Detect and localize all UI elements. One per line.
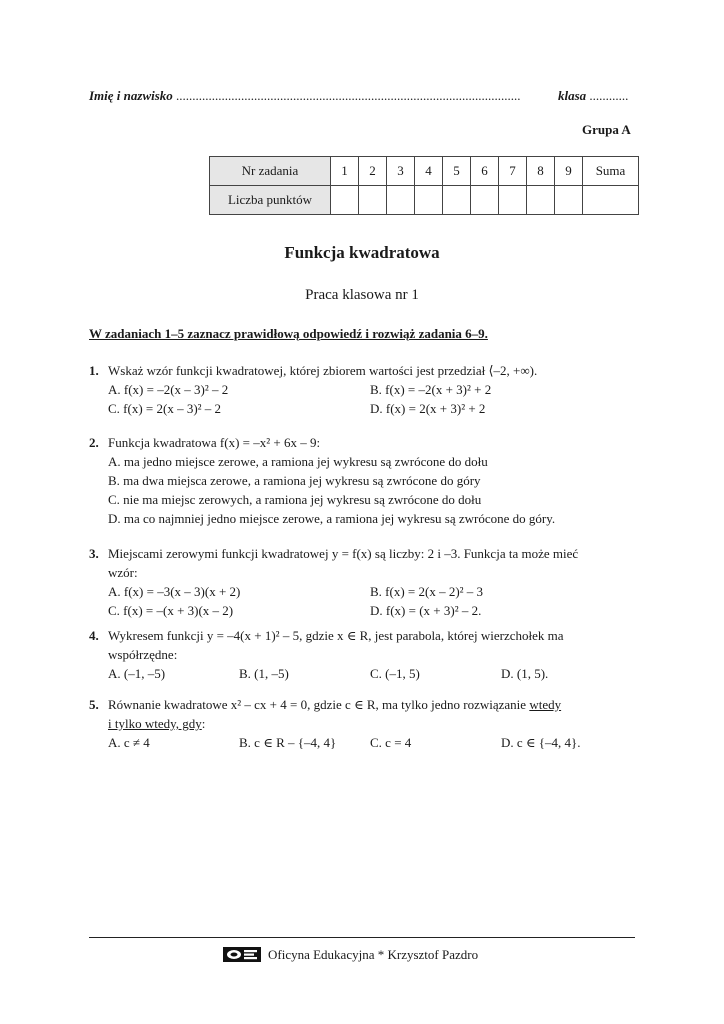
option-a[interactable]: A. ma jedno miejsce zerowe, a ramiona jej wykresu są zwrócone do dołu (108, 454, 488, 469)
option-c[interactable]: C. (–1, 5) (370, 666, 420, 681)
sum-cell[interactable] (583, 186, 639, 215)
footer (222, 946, 478, 963)
option-c[interactable]: C. nie ma miejsc zerowych, a ramiona jej wykresu są zwrócone do dołu (108, 492, 482, 507)
task-text-cont: współrzędne: (108, 647, 178, 662)
task-number-cell: 2 (359, 157, 387, 186)
underlined-text: wtedy (529, 697, 562, 712)
class-field[interactable] (558, 88, 628, 104)
task-text (108, 695, 639, 714)
option-d[interactable]: D. f(x) = 2(x + 3)² + 2 (370, 401, 486, 416)
option-d[interactable]: D. c ∈ {–4, 4}. (501, 735, 581, 750)
option-b[interactable]: B. (1, –5) (239, 666, 289, 681)
task-text-end: : (201, 716, 206, 731)
option-d[interactable]: D. ma co najmniej jedno miejsce zerowe, a ramiona jej wykresu są zwrócone do góry. (108, 511, 556, 526)
task-number: 2. (89, 435, 99, 450)
task-number: 5. (89, 697, 99, 712)
points-cell[interactable] (499, 186, 527, 215)
option-b[interactable]: B. f(x) = –2(x + 3)² + 2 (370, 382, 492, 397)
points-cell[interactable] (555, 186, 583, 215)
points-cell[interactable] (443, 186, 471, 215)
option-b[interactable]: B. ma dwa miejsca zerowe, a ramiona jej wykresu są zwrócone do góry (108, 473, 481, 488)
option-a[interactable]: A. c ≠ 4 (108, 735, 150, 750)
name-dots: .......................................................................................................... (176, 88, 521, 103)
name-label: Imię i nazwisko (89, 88, 173, 103)
option-c[interactable]: C. f(x) = –(x + 3)(x – 2) (108, 603, 234, 618)
page-subtitle: Praca klasowa nr 1 (305, 287, 419, 303)
sum-label: Suma (583, 157, 639, 186)
row1-label: Nr zadania (210, 157, 331, 186)
table-row (210, 186, 639, 215)
option-b[interactable]: B. c ∈ R – {–4, 4} (239, 735, 337, 750)
group-label: Grupa A (582, 122, 631, 137)
underlined-text: i tylko wtedy, gdy (108, 716, 202, 731)
option-a[interactable]: A. f(x) = –3(x – 3)(x + 2) (108, 584, 241, 599)
task-text-part: Równanie kwadratowe x² – cx + 4 = 0, gdzie c ∈ R, ma tylko jedno rozwiązanie (108, 697, 530, 712)
task-number-cell: 1 (331, 157, 359, 186)
task-number: 3. (89, 546, 99, 561)
option-c[interactable]: C. c = 4 (370, 735, 412, 750)
class-label: klasa (558, 88, 587, 103)
task-number-cell: 9 (555, 157, 583, 186)
task-3 (89, 544, 639, 620)
points-cell[interactable] (527, 186, 555, 215)
option-b[interactable]: B. f(x) = 2(x – 2)² – 3 (370, 584, 484, 599)
task-text-cont (108, 714, 639, 733)
option-c[interactable]: C. f(x) = 2(x – 3)² – 2 (108, 401, 222, 416)
task-number-cell: 7 (499, 157, 527, 186)
footer-divider (89, 937, 635, 938)
table-row (210, 157, 639, 186)
task-5 (89, 695, 639, 752)
option-a[interactable]: A. f(x) = –2(x – 3)² – 2 (108, 382, 229, 397)
points-cell[interactable] (387, 186, 415, 215)
points-table (209, 156, 639, 215)
option-d[interactable]: D. (1, 5). (501, 666, 549, 681)
row2-label: Liczba punktów (210, 186, 331, 215)
points-cell[interactable] (359, 186, 387, 215)
task-1 (89, 361, 639, 418)
option-a[interactable]: A. (–1, –5) (108, 666, 166, 681)
name-field[interactable] (89, 88, 521, 104)
page-title: Funkcja kwadratowa (284, 243, 440, 262)
task-text: Wykresem funkcji y = –4(x + 1)² – 5, gdzie x ∈ R, jest parabola, której wierzchołek ma (108, 628, 564, 643)
points-cell[interactable] (415, 186, 443, 215)
task-4 (89, 626, 639, 683)
task-number-cell: 5 (443, 157, 471, 186)
task-text: Miejscami zerowymi funkcji kwadratowej y = f(x) są liczby: 2 i –3. Funkcja ta może mieć (108, 546, 579, 561)
option-d[interactable]: D. f(x) = (x + 3)² – 2. (370, 603, 482, 618)
points-cell[interactable] (331, 186, 359, 215)
points-cell[interactable] (471, 186, 499, 215)
instruction: W zadaniach 1–5 zaznacz prawidłową odpowiedź i rozwiąż zadania 6–9. (89, 326, 488, 341)
task-number-cell: 6 (471, 157, 499, 186)
task-number-cell: 8 (527, 157, 555, 186)
task-text-cont: wzór: (108, 565, 138, 580)
task-text: Funkcja kwadratowa f(x) = –x² + 6x – 9: (108, 435, 321, 450)
oe-logo-icon (222, 946, 262, 963)
task-number-cell: 3 (387, 157, 415, 186)
task-number: 1. (89, 363, 99, 378)
publisher-name: Oficyna Edukacyjna * Krzysztof Pazdro (268, 946, 479, 962)
task-number: 4. (89, 628, 99, 643)
task-number-cell: 4 (415, 157, 443, 186)
task-text: Wskaż wzór funkcji kwadratowej, której zbiorem wartości jest przedział ⟨–2, +∞). (108, 363, 538, 378)
class-dots: ............ (589, 88, 629, 103)
task-2 (89, 433, 639, 528)
